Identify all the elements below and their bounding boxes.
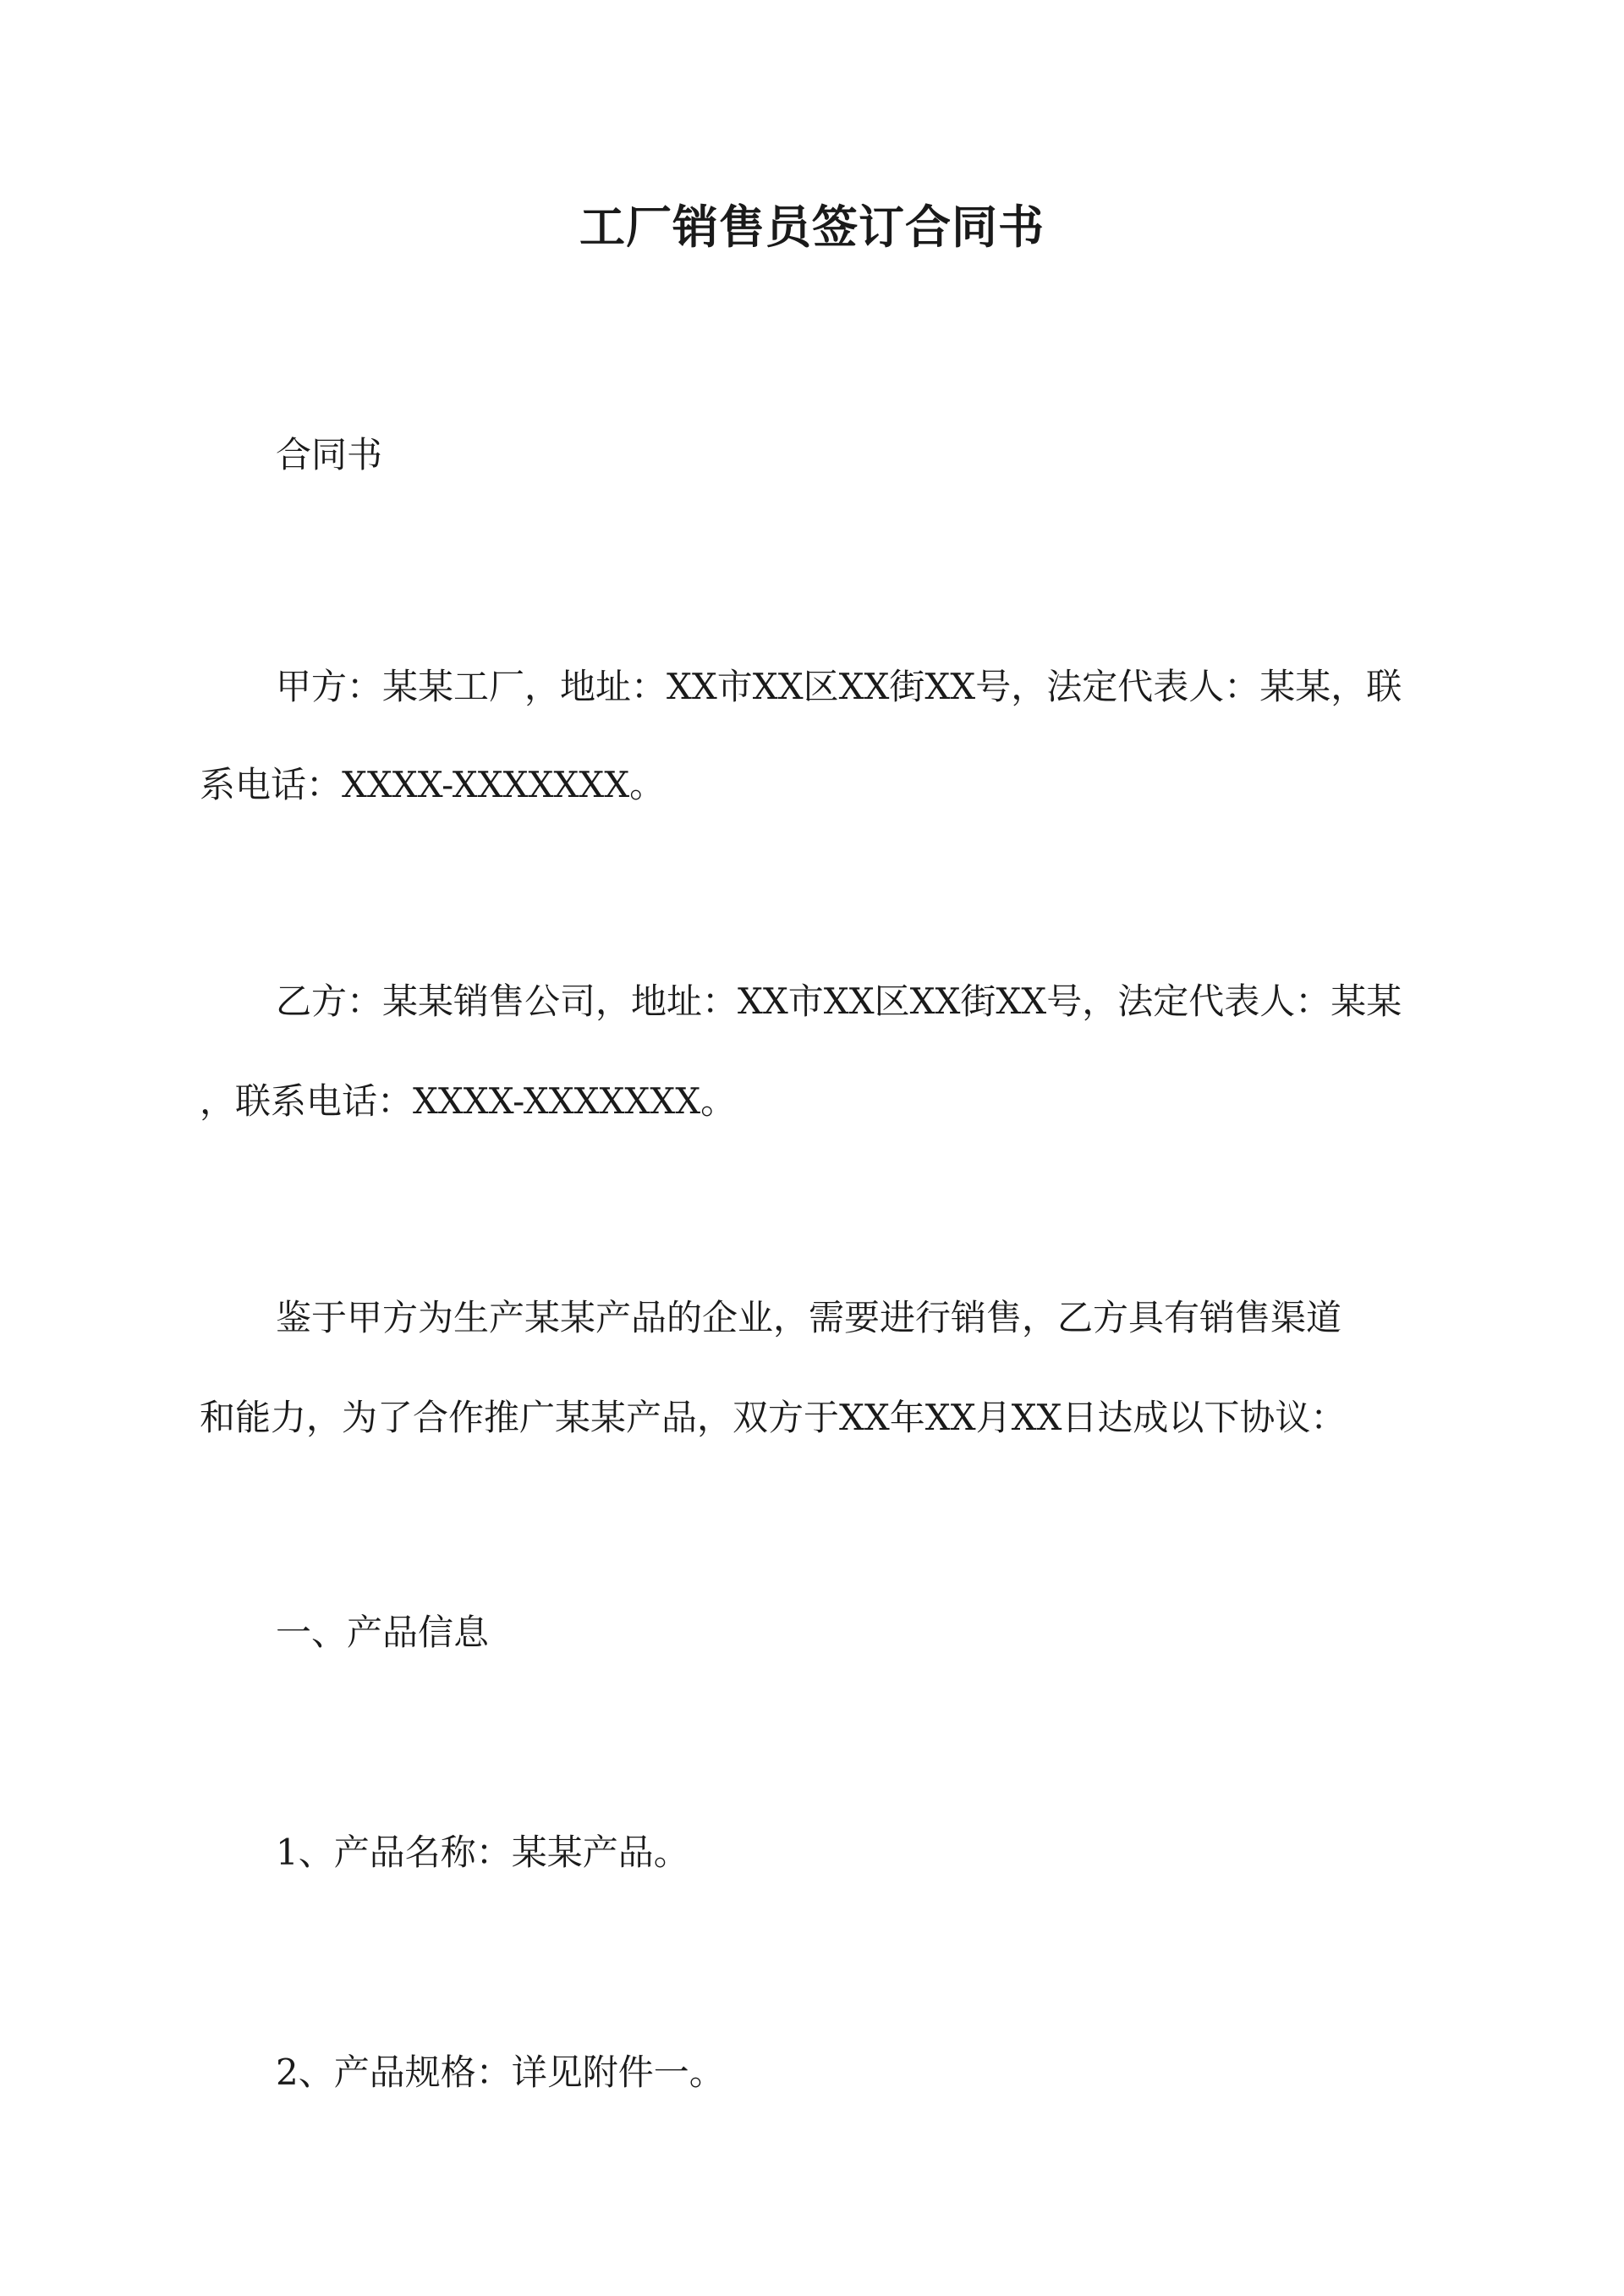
contract-heading: 合同书 [276, 434, 383, 475]
recital-line-2: 和能力，为了合作推广某某产品，双方于XX年XX月XX日达成以下协议： [200, 1397, 1347, 1438]
section-1-title: 一、产品信息 [276, 1612, 490, 1653]
party-b-line-2: ，联系电话：XXXX-XXXXXXX。 [200, 1080, 737, 1122]
item-1-product-name: 1、产品名称：某某产品。 [276, 1832, 689, 1873]
party-a-line-1: 甲方：某某工厂，地址：XX市XX区XX街XX号，法定代表人：某某，联 [276, 666, 1402, 707]
party-a-line-2: 系电话：XXXX-XXXXXXX。 [200, 764, 666, 805]
party-b-line-1: 乙方：某某销售公司，地址：XX市XX区XX街XX号，法定代表人：某某 [276, 980, 1402, 1022]
recital-line-1: 鉴于甲方为生产某某产品的企业，需要进行销售，乙方具有销售渠道 [276, 1297, 1342, 1338]
document-title: 工厂销售员签订合同书 [579, 200, 1045, 254]
item-2-product-spec: 2、产品规格：详见附件一。 [276, 2052, 725, 2093]
